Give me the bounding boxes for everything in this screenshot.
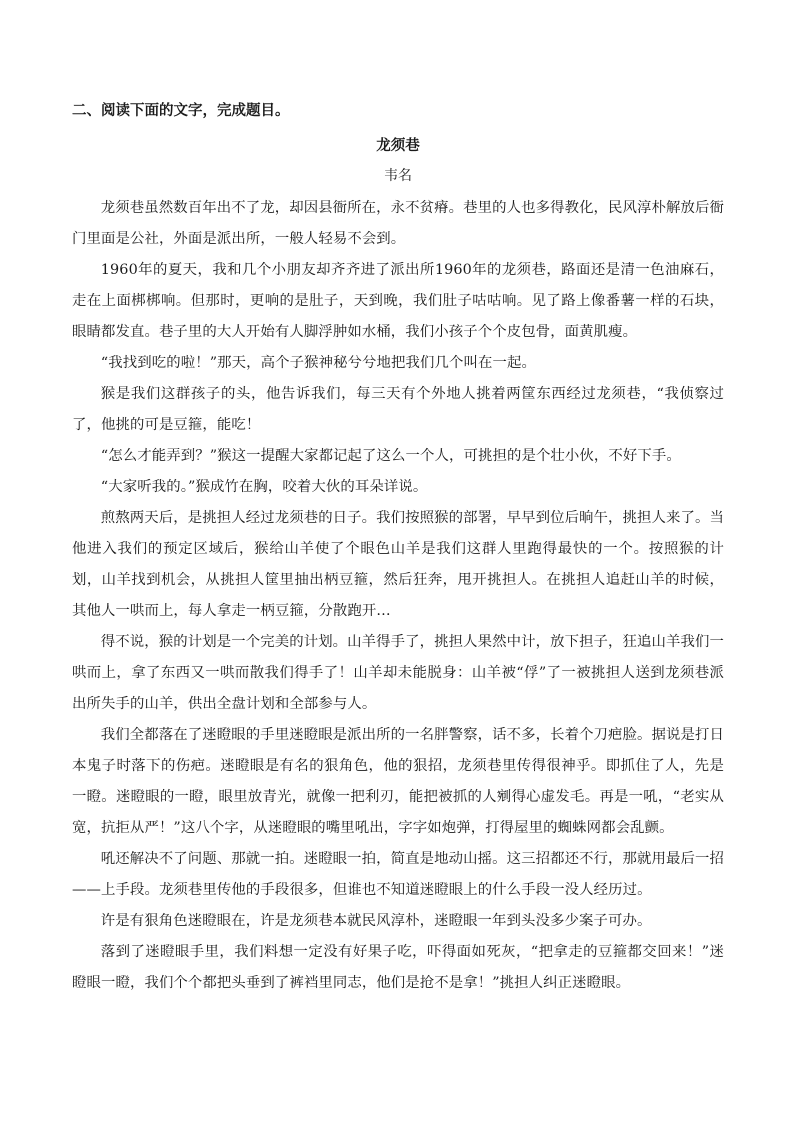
paragraph-3: “我找到吃的啦！”那天，高个子猴神秘兮兮地把我们几个叫在一起。 — [100, 355, 536, 371]
paragraph-8: 得不说，猴的计划是一个完美的计划。山羊得手了，挑担人果然中计，放下担子，狂追山羊我们一哄而上，拿了东西又一哄而散我们得手了！山羊却未能脱身：山羊被“俘”了一被挑担人送到龙须巷派出所失手的山羊，供出全盘计划和全部参与人。 — [72, 634, 724, 712]
paragraph-4: 猴是我们这群孩子的头，他告诉我们，每三天有个外地人挑着两筐东西经过龙须巷，“我侦察过了，他挑的可是豆箍，能吃！ — [72, 386, 724, 433]
paragraph-12: 落到了迷瞪眼手里，我们料想一定没有好果子吃，吓得面如死灰，“把拿走的豆箍都交回来！”迷瞪眼一瞪，我们个个都把头垂到了裤裆里同志，他们是抢不是拿！”挑担人纠正迷瞪眼。 — [72, 944, 724, 991]
paragraph-1: 龙须巷虽然数百年出不了龙，却因县衙所在，永不贫瘠。巷里的人也多得教化，民风淳朴解放后衙门里面是公社，外面是派出所，一般人轻易不会到。 — [72, 200, 724, 247]
article-author: 韦名 — [384, 168, 412, 184]
document-page — [72, 96, 724, 999]
paragraph-7: 煎熬两天后，是挑担人经过龙须巷的日子。我们按照猴的部署，早早到位后晌午，挑担人来了。当他进入我们的预定区域后，猴给山羊使了个眼色山羊是我们这群人里跑得最快的一个。按照猴的计划，山羊找到机会，从挑担人筐里抽出柄豆箍，然后狂奔，甩开挑担人。在挑担人追赶山羊的时候，其他人一哄而上，每人拿走一柄豆箍，分散跑开… — [72, 510, 724, 619]
paragraph-10: 吼还解决不了问题、那就一拍。迷瞪眼一拍，简直是地动山摇。这三招都还不行，那就用最后一招——上手段。龙须巷里传他的手段很多，但谁也不知道迷瞪眼上的什么手段一没人经历过。 — [72, 851, 724, 898]
paragraph-11: 许是有狠角色迷瞪眼在，许是龙须巷本就民风淳朴，迷瞪眼一年到头没多少案子可办。 — [100, 913, 652, 929]
section-heading: 二、阅读下面的文字，完成题目。 — [72, 102, 290, 119]
article-body — [72, 193, 724, 999]
paragraph-6: “大家听我的。”猴成竹在胸，咬着大伙的耳朵详说。 — [100, 479, 428, 495]
paragraph-9: 我们全都落在了迷瞪眼的手里迷瞪眼是派出所的一名胖警察，话不多，长着个刀疤脸。据说是打日本鬼子时落下的伤疤。迷瞪眼是有名的狠角色，他的狠招，龙须巷里传得很神乎。即抓住了人，先是一瞪。迷瞪眼的一瞪，眼里放青光，就像一把利刃，能把被抓的人剜得心虚发毛。再是一吼，“老实从宽，抗拒从严！”这八个字，从迷瞪眼的嘴里吼出，字字如炮弹，打得屋里的蜘蛛网都会乱颤。 — [72, 727, 724, 836]
article-title: 龙须巷 — [376, 137, 420, 154]
paragraph-5: “怎么才能弄到？”猴这一提醒大家都记起了这么一个人，可挑担的是个壮小伙，不好下手。 — [100, 448, 681, 464]
paragraph-2: 1960年的夏天，我和几个小朋友却齐齐进了派出所1960年的龙须巷，路面还是清一色油麻石，走在上面梆梆响。但那时，更响的是肚子，天到晚，我们肚子咕咕响。见了路上像番薯一样的石块，眼睛都发直。巷子里的大人开始有人脚浮肿如水桶，我们小孩子个个皮包骨，面黄肌瘦。 — [72, 262, 724, 340]
